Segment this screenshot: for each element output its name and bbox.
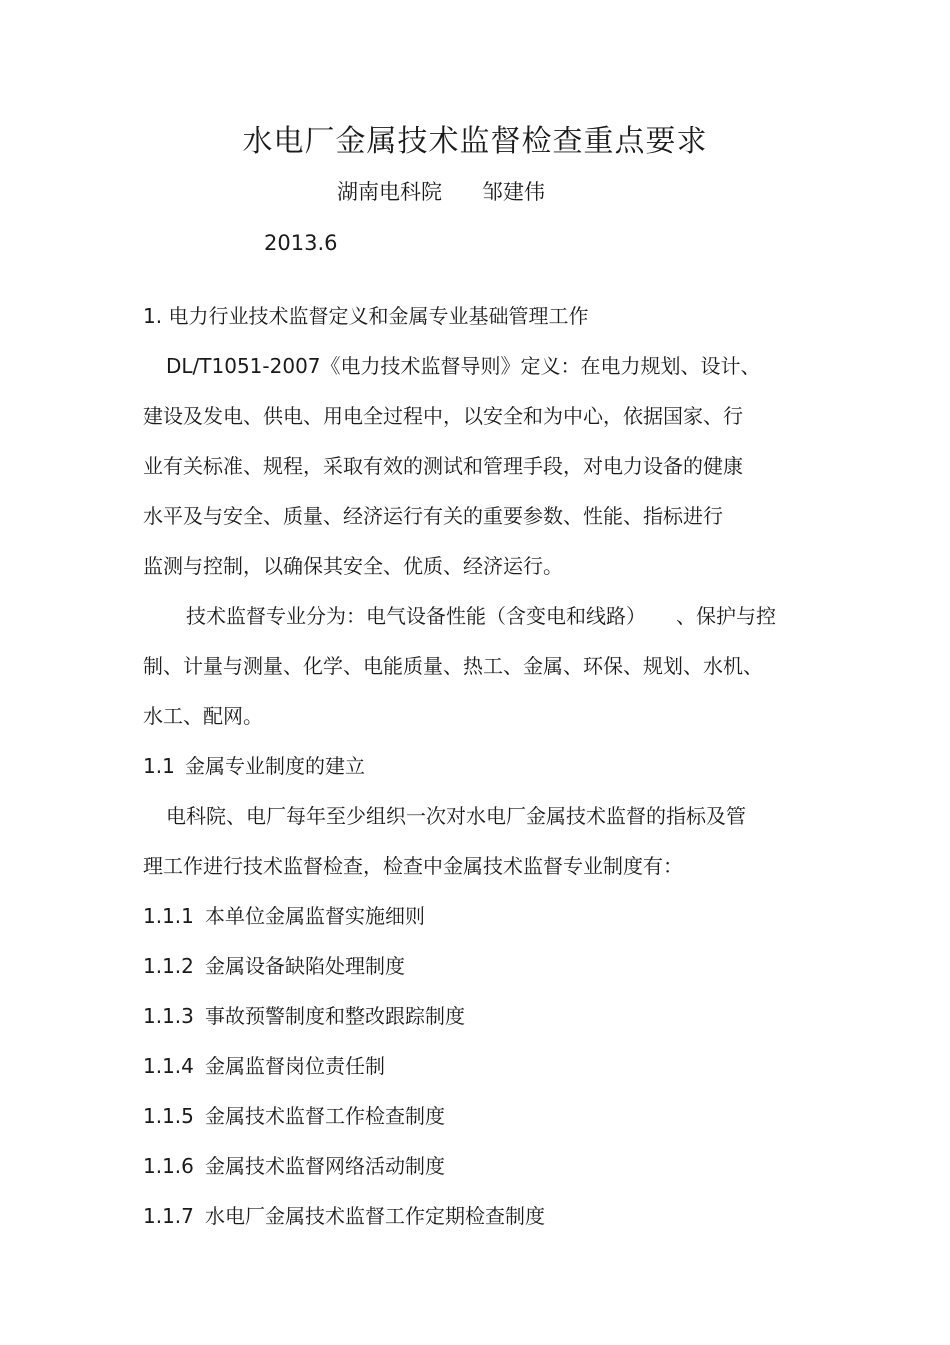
paragraph-line: 水平及与安全、质量、经济运行有关的重要参数、性能、指标进行 bbox=[143, 504, 723, 528]
list-item-number: 1.1.6 bbox=[143, 1154, 194, 1178]
list-item bbox=[143, 1002, 465, 1030]
paragraph-line: DL/T1051-2007《电力技术监督导则》定义：在电力规划、设计、 bbox=[166, 354, 761, 378]
list-item-text: 本单位金属监督实施细则 bbox=[205, 904, 425, 928]
list-item-number: 1.1.4 bbox=[143, 1054, 194, 1078]
author-organization: 湖南电科院 bbox=[337, 180, 442, 204]
paragraph-line: 理工作进行技术监督检查，检查中金属技术监督专业制度有： bbox=[143, 854, 683, 878]
paragraph-line: 技术监督专业分为：电气设备性能（含变电和线路） 、保护与控 bbox=[186, 604, 776, 628]
paragraph-line: 业有关标准、规程，采取有效的测试和管理手段，对电力设备的健康 bbox=[143, 454, 743, 478]
document-title: 水电厂金属技术监督检查重点要求 bbox=[242, 124, 708, 159]
paragraph-line: 建设及发电、供电、用电全过程中，以安全和为中心，依据国家、行 bbox=[143, 404, 743, 428]
section-number: 1.1 bbox=[143, 754, 175, 778]
list-item bbox=[143, 1052, 385, 1080]
list-item bbox=[143, 952, 405, 980]
section-1-heading: 1. 电力行业技术监督定义和金属专业基础管理工作 bbox=[143, 304, 589, 328]
section-1-1-heading bbox=[143, 752, 365, 780]
list-item bbox=[143, 1152, 445, 1180]
list-item-number: 1.1.2 bbox=[143, 954, 194, 978]
list-item-text: 金属技术监督网络活动制度 bbox=[205, 1154, 445, 1178]
section-title: 金属专业制度的建立 bbox=[185, 754, 365, 778]
list-item-text: 金属技术监督工作检查制度 bbox=[205, 1104, 445, 1128]
author-line bbox=[337, 178, 545, 206]
list-item-text: 水电厂金属技术监督工作定期检查制度 bbox=[205, 1204, 545, 1228]
list-item-number: 1.1.1 bbox=[143, 904, 194, 928]
paragraph-line: 水工、配网。 bbox=[143, 704, 263, 728]
list-item-number: 1.1.7 bbox=[143, 1204, 194, 1228]
document-date: 2013.6 bbox=[264, 231, 338, 255]
list-item-number: 1.1.5 bbox=[143, 1104, 194, 1128]
list-item bbox=[143, 902, 425, 930]
list-item bbox=[143, 1202, 545, 1230]
paragraph-line: 电科院、电厂每年至少组织一次对水电厂金属技术监督的指标及管 bbox=[166, 804, 746, 828]
author-name: 邹建伟 bbox=[482, 180, 545, 204]
list-item-text: 事故预警制度和整改跟踪制度 bbox=[205, 1004, 465, 1028]
list-item-number: 1.1.3 bbox=[143, 1004, 194, 1028]
list-item-text: 金属设备缺陷处理制度 bbox=[205, 954, 405, 978]
paragraph-line: 制、计量与测量、化学、电能质量、热工、金属、环保、规划、水机、 bbox=[143, 654, 763, 678]
list-item-text: 金属监督岗位责任制 bbox=[205, 1054, 385, 1078]
list-item bbox=[143, 1102, 445, 1130]
paragraph-line: 监测与控制，以确保其安全、优质、经济运行。 bbox=[143, 554, 563, 578]
